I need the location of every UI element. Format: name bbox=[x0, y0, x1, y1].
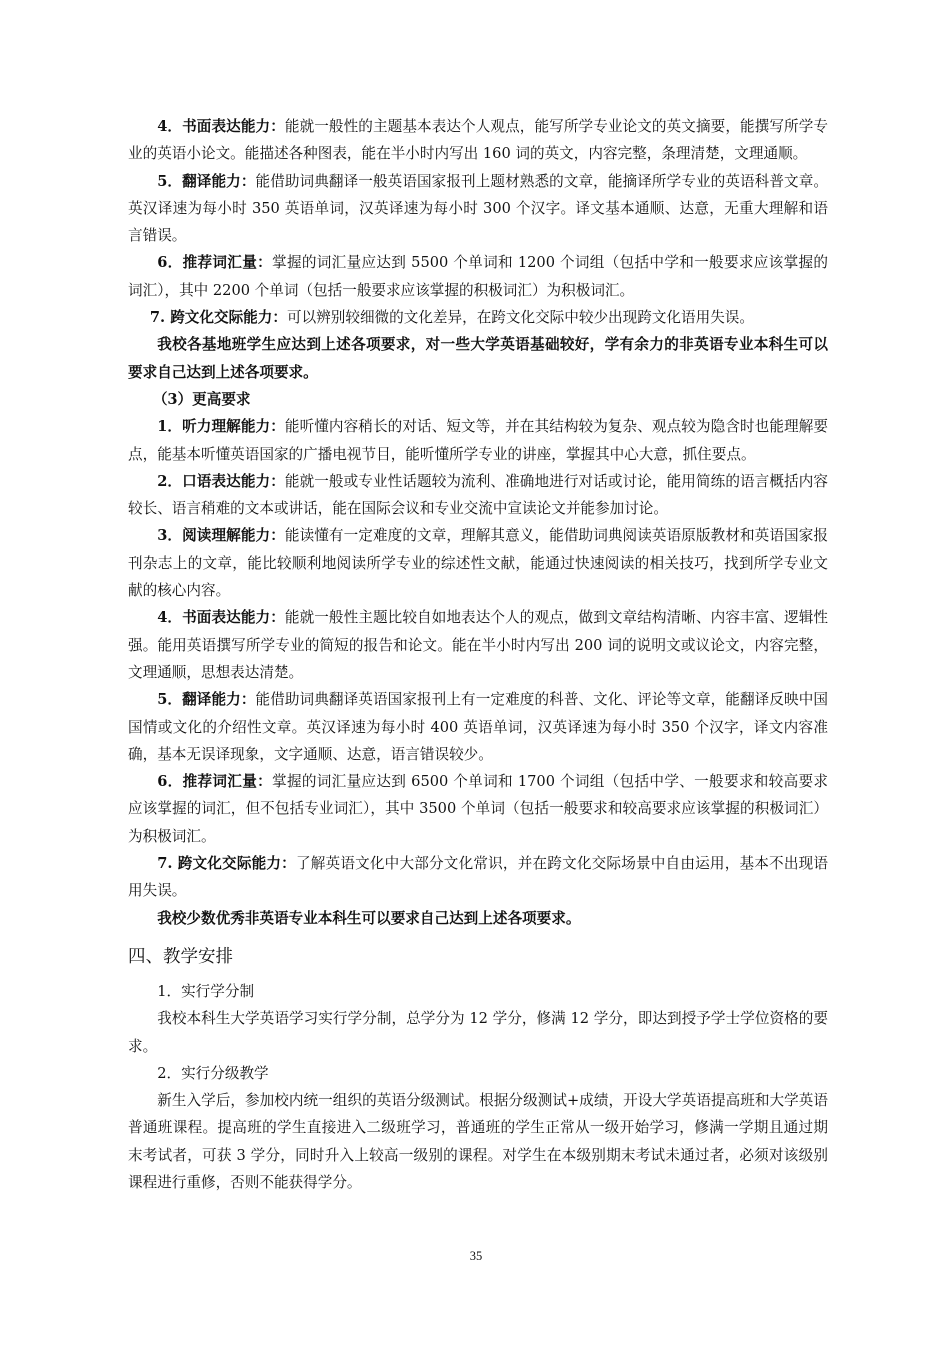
paragraph-label: 3．阅读理解能力： bbox=[157, 527, 285, 545]
paragraph-text: 能就一般或专业性话题较为流利、准确地进行对话或讨论，能用简练的语言概括内容较长、语言稍难的文本或讲话，能在国际会议和专业交流中宣读论文并能参加讨论。 bbox=[128, 472, 829, 518]
paragraph-label: 6．推荐词汇量： bbox=[157, 773, 273, 791]
paragraph-text: 能借助词典翻译一般英语国家报刊上题材熟悉的文章，能摘译所学专业的英语科普文章。英汉译速为每小时 350 英语单词，汉英译速为每小时 300 个汉字。译文基本通顺、达意，无重大理解和语言错误。 bbox=[128, 172, 828, 245]
paragraph-vocabulary bbox=[128, 249, 828, 304]
item-title-credit-system: 1．实行学分制 bbox=[157, 982, 255, 1000]
paragraph-listening bbox=[128, 413, 828, 468]
paragraph-text: 能就一般性的主题基本表达个人观点，能写所学专业论文的英文摘要，能撰写所学专业的英语小论文。能描述各种图表，能在半小时内写出 160 词的英文，内容完整，条理清楚，文理通顺。 bbox=[128, 118, 829, 163]
page-number: 35 bbox=[469, 1249, 483, 1263]
paragraph-intercultural bbox=[128, 304, 828, 331]
paragraph-writing bbox=[128, 113, 828, 168]
paragraph-reading bbox=[128, 522, 828, 604]
paragraph-text: 能听懂内容稍长的对话、短文等，并在其结构较为复杂、观点较为隐含时也能理解要点，能基本听懂英语国家的广播电视节目，能听懂所学专业的讲座，掌握其中心大意，抓住要点。 bbox=[128, 418, 829, 463]
paragraph-text: 能就一般性主题比较自如地表达个人的观点，做到文章结构清晰、内容丰富、逻辑性强。能用英语撰写所学专业的简短的报告和论文。能在半小时内写出 200 词的说明文或议论文，内容完整，文理通顺，思想表达清楚。 bbox=[128, 609, 829, 681]
item-text-credit-system: 我校本科生大学英语学习实行学分制，总学分为 12 学分，修满 12 学分，即达到授予学士学位资格的要求。 bbox=[128, 1010, 828, 1055]
paragraph-speaking bbox=[128, 468, 828, 523]
emphasis-note-2: 我校少数优秀非英语专业本科生可以要求自己达到上述各项要求。 bbox=[157, 909, 581, 927]
paragraph-label: 5．翻译能力： bbox=[157, 691, 256, 709]
document-body bbox=[128, 113, 828, 1196]
paragraph-label: 7. 跨文化交际能力： bbox=[149, 309, 287, 327]
item-text-graded-teaching: 新生入学后，参加校内统一组织的英语分级测试。根据分级测试+成绩，开设大学英语提高班和大学英语普通班课程。提高班的学生直接进入二级班学习，普通班的学生正常从一级开始学习，修满一学期且通过期末考试者，可获 3 学分，同时升入上较高一级别的课程。对学生在本级别期末考试未通过者，必须对该级别课程进行重修，否则不能获得学分。 bbox=[128, 1092, 828, 1191]
paragraph-text: 掌握的词汇量应达到 5500 个单词和 1200 个词组（包括中学和一般要求应该掌握的词汇），其中 2200 个单词（包括一般要求应该掌握的积极词汇）为积极词汇。 bbox=[128, 254, 829, 299]
paragraph-text: 了解英语文化中大部分文化常识，并在跨文化交际场景中自由运用，基本不出现语用失误。 bbox=[128, 855, 828, 900]
paragraph-label: 7. 跨文化交际能力： bbox=[157, 855, 296, 873]
paragraph-label: 5．翻译能力： bbox=[157, 172, 256, 190]
paragraph-label: 2．口语表达能力： bbox=[157, 472, 285, 490]
paragraph-text: 掌握的词汇量应达到 6500 个单词和 1700 个词组（包括中学、一般要求和较高要求应该掌握的词汇，但不包括专业词汇），其中 3500 个单词（包括一般要求和较高要求应该掌握的积极词汇）为积极词汇。 bbox=[128, 773, 829, 845]
paragraph-label: 1．听力理解能力： bbox=[157, 418, 285, 436]
subheading-higher-requirements: （3）更高要求 bbox=[152, 390, 251, 408]
paragraph-label: 4．书面表达能力： bbox=[157, 609, 285, 627]
paragraph-writing-higher bbox=[128, 604, 828, 686]
section-title: 四、教学安排 bbox=[128, 946, 233, 967]
paragraph-label: 6．推荐词汇量： bbox=[157, 254, 273, 272]
paragraph-label: 4．书面表达能力： bbox=[157, 118, 285, 135]
paragraph-vocabulary-higher bbox=[128, 768, 828, 850]
paragraph-text: 能借助词典翻译英语国家报刊上有一定难度的科普、文化、评论等文章，能翻译反映中国国情或文化的介绍性文章。英汉译速为每小时 400 英语单词，汉英译速为每小时 350 个汉字，译文内容准确，基本无误译现象，文字通顺、达意，语言错误较少。 bbox=[128, 691, 828, 763]
emphasis-note: 我校各基地班学生应达到上述各项要求，对一些大学英语基础较好，学有余力的非英语专业本科生可以要求自己达到上述各项要求。 bbox=[128, 336, 828, 381]
paragraph-intercultural-higher bbox=[128, 850, 828, 905]
paragraph-translation bbox=[128, 168, 828, 250]
paragraph-text: 能读懂有一定难度的文章，理解其意义，能借助词典阅读英语原版教材和英语国家报刊杂志上的文章，能比较顺利地阅读所学专业的综述性文献，能通过快速阅读的相关技巧，找到所学专业文献的核心内容。 bbox=[128, 527, 829, 600]
paragraph-text: 可以辨别较细微的文化差异，在跨文化交际中较少出现跨文化语用失误。 bbox=[286, 309, 754, 327]
paragraph-translation-higher bbox=[128, 686, 828, 768]
item-title-graded-teaching: 2．实行分级教学 bbox=[157, 1064, 269, 1082]
